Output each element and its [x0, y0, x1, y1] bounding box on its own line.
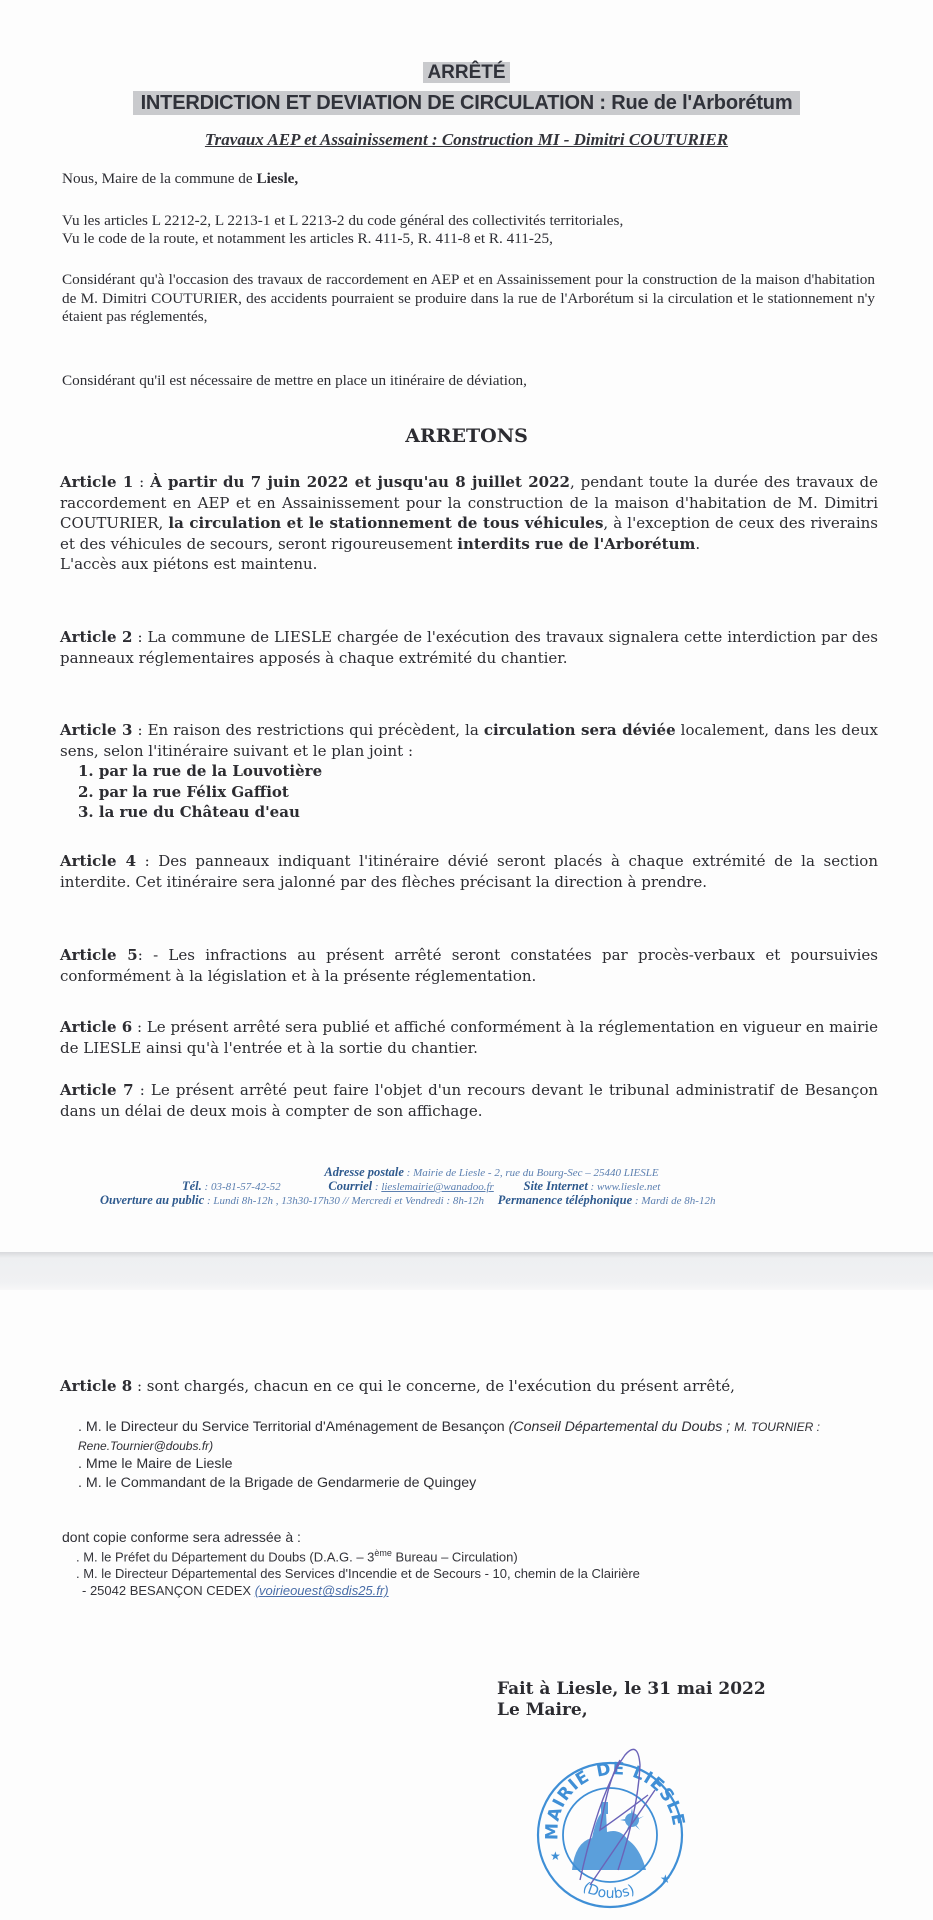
- article-2-label: Article 2: [60, 628, 133, 646]
- footer-mail-link[interactable]: lieslemairie@wanadoo.fr: [381, 1181, 494, 1193]
- article-6-label: Article 6: [60, 1018, 133, 1036]
- article-8: [60, 1376, 878, 1397]
- preamble-vu-2: Vu le code de la route, et notamment les articles R. 411-5, R. 411-8 et R. 411-25,: [62, 230, 553, 247]
- article-1-dates: À partir du 7 juin 2022 et jusqu'au 8 juillet 2022: [150, 473, 570, 491]
- article-7-text: : Le présent arrêté peut faire l'objet d'un recours devant le tribunal administratif de Besançon dans un délai de deux mois à compter de son affichage.: [60, 1081, 879, 1120]
- article-1-text-3: .: [695, 534, 701, 553]
- article-1-pedestrians: L'accès aux piétons est maintenu.: [60, 555, 318, 573]
- article-3: [60, 720, 878, 823]
- detour-route-list: [60, 761, 878, 823]
- document-subject: [0, 91, 933, 115]
- document-title: [0, 62, 933, 84]
- title-text: ARRÊTÉ: [423, 62, 509, 83]
- article-5: [60, 945, 878, 986]
- article-3-label: Article 3: [60, 721, 133, 739]
- footer-contact: Tél. : 03-81-57-42-52 Courriel : lieslemairie@wanadoo.fr Site Internet : www.liesle.net: [182, 1179, 661, 1193]
- article-7: [60, 1080, 878, 1121]
- signature-role: Le Maire,: [497, 1700, 588, 1720]
- recipient-1-main: . M. le Directeur du Service Territorial d'Aménagement de Besançon: [78, 1419, 509, 1435]
- recipient-1-contact: M. TOURNIER : Rene.Tournier@doubs.fr): [78, 1420, 820, 1453]
- article-8-recipients: [78, 1418, 888, 1492]
- footer-address: [0, 1165, 933, 1180]
- article-1-text-1: , pendant toute la durée des travaux de raccordement en AEP et en Assainissement pour la construction de la maison d'habitation de M. Dimitri COUTURIER,: [60, 473, 879, 532]
- stamp-star-icon: ★: [660, 1872, 671, 1886]
- recipient-item: . M. le Commandant de la Brigade de Gendarmerie de Quingey: [78, 1474, 477, 1491]
- copies-list: [76, 1545, 896, 1599]
- article-2-text: : La commune de LIESLE chargée de l'exécution des travaux signalera cette interdiction par des panneaux réglementaires apposés à chaque extrémité du chantier.: [60, 628, 878, 667]
- stamp-top-text: MAIRIE DE LIESLE: [542, 1758, 689, 1841]
- article-7-label: Article 7: [60, 1081, 134, 1099]
- article-4-text: : Des panneaux indiquant l'itinéraire dévié seront placés à chaque extrémité de la section interdite. Cet itinéraire sera jalonné par des flèches précisant la direction à prendre.: [60, 852, 878, 891]
- subject-text: INTERDICTION ET DEVIATION DE CIRCULATION : Rue de l'Arborétum: [133, 91, 801, 115]
- article-6: [60, 1017, 878, 1058]
- copies-intro: dont copie conforme sera adressée à :: [62, 1529, 301, 1545]
- article-3-bold: circulation sera déviée: [483, 721, 676, 739]
- article-5-text: : - Les infractions au présent arrêté seront constatées par procès-verbaux et poursuivies conformément à la législation et à la présente réglementation.: [60, 946, 878, 985]
- document-page-2: [0, 1290, 933, 1920]
- sdis-email-link[interactable]: (voirieouest@sdis25.fr): [254, 1583, 389, 1599]
- copy-recipient: . M. le Directeur Départemental des Services d'Incendie et de Secours - 10, chemin de la Clairière: [76, 1566, 640, 1582]
- footer-tel-label: Tél.: [182, 1179, 202, 1193]
- intro-commune: Liesle,: [256, 170, 299, 187]
- copy-1-sup: ème: [374, 1548, 392, 1558]
- article-2: [60, 627, 878, 668]
- footer-mail-label: Courriel: [328, 1179, 373, 1193]
- page-separator: [0, 1252, 933, 1290]
- preamble-considerant-2: Considérant qu'il est nécessaire de mettre en place un itinéraire de déviation,: [62, 372, 527, 389]
- article-1-label: Article 1: [60, 473, 134, 491]
- footer-hours-label: Ouverture au public: [100, 1193, 205, 1207]
- article-4: [60, 851, 878, 892]
- works-subtitle: Travaux AEP et Assainissement : Construction MI - Dimitri COUTURIER: [204, 130, 729, 149]
- footer-address-label: Adresse postale: [324, 1165, 404, 1179]
- copy-recipient: [76, 1545, 896, 1565]
- footer-phone-label: Permanence téléphonique: [497, 1193, 633, 1207]
- copy-recipient-cont: [76, 1582, 896, 1599]
- footer-tel-value: : 03-81-57-42-52: [201, 1181, 281, 1193]
- preamble-vu-1: Vu les articles L 2212-2, L 2213-1 et L 2213-2 du code général des collectivités territoriales,: [62, 212, 624, 229]
- footer-site-label: Site Internet: [523, 1179, 588, 1193]
- copy-1-suffix: Bureau – Circulation): [391, 1549, 518, 1565]
- footer-hours: [100, 1193, 900, 1208]
- stamp-bottom-text: (Doubs): [580, 1879, 637, 1903]
- footer-site-link[interactable]: : www.liesle.net: [587, 1181, 661, 1193]
- article-8-label: Article 8: [60, 1377, 133, 1395]
- preamble-considerant-1: Considérant qu'à l'occasion des travaux de raccordement en AEP et en Assainissement pour la construction de la maison d'habitation de M. Dimitri COUTURIER, des accidents pourraient se produire dans la rue de l'Arborétum si la circulation et le stationnement n'y étaient pas réglementés,: [62, 271, 875, 325]
- copy-2-line-2: - 25042 BESANÇON CEDEX: [82, 1583, 255, 1599]
- article-6-text: : Le présent arrêté sera publié et affiché conformément à la réglementation en vigueur en mairie de LIESLE ainsi qu'à l'entrée et à la sortie du chantier.: [60, 1018, 878, 1057]
- detour-route-item: 3. la rue du Château d'eau: [78, 803, 300, 821]
- stamp-star-icon: ★: [550, 1849, 561, 1863]
- arretons-heading: ARRETONS: [405, 425, 528, 447]
- footer-phone-value: : Mardi de 8h-12h: [632, 1195, 716, 1207]
- recipient-item: . Mme le Maire de Liesle: [78, 1456, 233, 1472]
- article-1-text-2: , à l'exception de ceux des riverains et des véhicules de secours, seront rigoureusement: [60, 514, 879, 553]
- article-3-text-1: : En raison des restrictions qui précèdent, la: [132, 721, 484, 739]
- signature-place-date: Fait à Liesle, le 31 mai 2022: [497, 1679, 766, 1699]
- preamble-intro: [62, 170, 876, 189]
- article-1-bold-2: la circulation et le stationnement de tous véhicules: [168, 514, 604, 532]
- article-8-text: : sont chargés, chacun en ce qui le concerne, de l'exécution du présent arrêté,: [132, 1377, 735, 1395]
- article-3-text-2: localement, dans les deux sens, selon l'itinéraire suivant et le plan joint :: [60, 721, 878, 760]
- article-1: [60, 472, 878, 575]
- detour-route-item: 2. par la rue Félix Gaffiot: [78, 782, 289, 801]
- article-4-label: Article 4: [60, 852, 137, 870]
- footer-address-value: : Mairie de Liesle - 2, rue du Bourg-Sec – 25440 LIESLE: [403, 1167, 659, 1179]
- mairie-stamp: [520, 1720, 720, 1920]
- intro-prefix: Nous, Maire de la commune de: [62, 170, 257, 187]
- detour-route-item: 1. par la rue de la Louvotière: [78, 762, 323, 780]
- recipient-1-italic: (Conseil Départemental du Doubs ;: [508, 1419, 735, 1435]
- recipient-item: [78, 1418, 888, 1455]
- article-1-bold-3: interdits rue de l'Arborétum: [457, 534, 696, 553]
- stamp-emblem-icon: [572, 1802, 646, 1870]
- copy-1-prefix: . M. le Préfet du Département du Doubs (D.A.G. – 3: [76, 1549, 375, 1565]
- article-5-label: Article 5: [60, 946, 138, 964]
- footer-hours-value: : Lundi 8h-12h , 13h30-17h30 // Mercredi et Vendredi : 8h-12h: [204, 1195, 485, 1207]
- article-1-sep: :: [133, 473, 151, 491]
